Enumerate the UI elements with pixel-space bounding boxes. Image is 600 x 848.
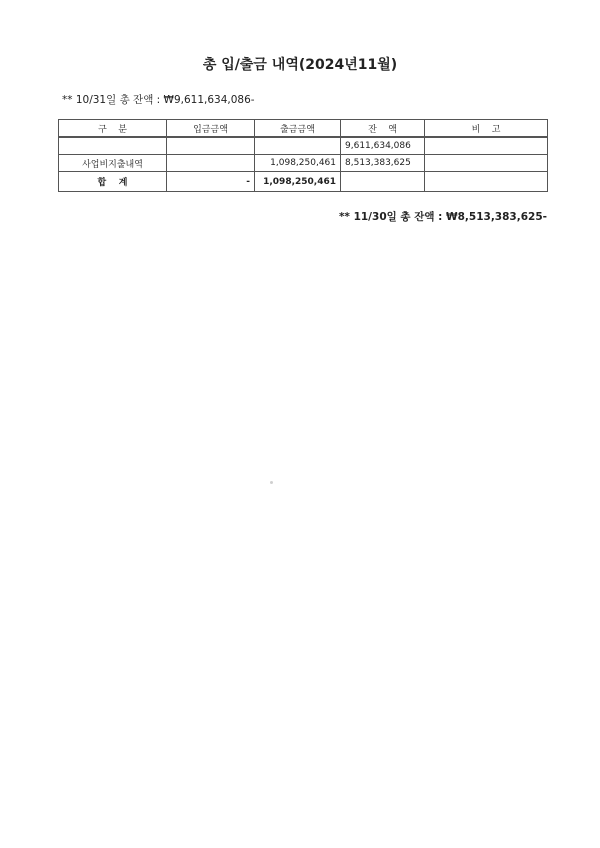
header-withdrawal: 출금금액	[255, 120, 341, 138]
row-remarks	[425, 155, 548, 172]
total-withdrawal: 1,098,250,461	[255, 172, 341, 192]
row-balance: 9,611,634,086	[341, 137, 425, 155]
row-remarks	[425, 137, 548, 155]
scan-speck	[270, 481, 273, 484]
header-category: 구 분	[59, 120, 167, 138]
closing-balance: ** 11/30일 총 잔액 : ₩8,513,383,625-	[338, 211, 547, 223]
total-deposit: -	[167, 172, 255, 192]
row-deposit	[167, 137, 255, 155]
ledger-table	[58, 119, 548, 192]
header-remarks: 비 고	[425, 120, 548, 138]
row-withdrawal: 1,098,250,461	[255, 155, 341, 172]
table-header-row	[59, 120, 548, 138]
header-deposit: 입금금액	[167, 120, 255, 138]
total-category: 합 계	[59, 172, 167, 192]
row-category: 사업비지출내역	[59, 155, 167, 172]
row-balance: 8,513,383,625	[341, 155, 425, 172]
row-category	[59, 137, 167, 155]
opening-balance: ** 10/31일 총 잔액 : ₩9,611,634,086-	[62, 94, 255, 106]
table-row	[59, 155, 548, 172]
document-title: 총 입/출금 내역(2024년11월)	[202, 57, 398, 73]
row-deposit	[167, 155, 255, 172]
total-row	[59, 172, 548, 192]
table-row	[59, 137, 548, 155]
total-balance	[341, 172, 425, 192]
header-balance: 잔 액	[341, 120, 425, 138]
total-remarks	[425, 172, 548, 192]
row-withdrawal	[255, 137, 341, 155]
